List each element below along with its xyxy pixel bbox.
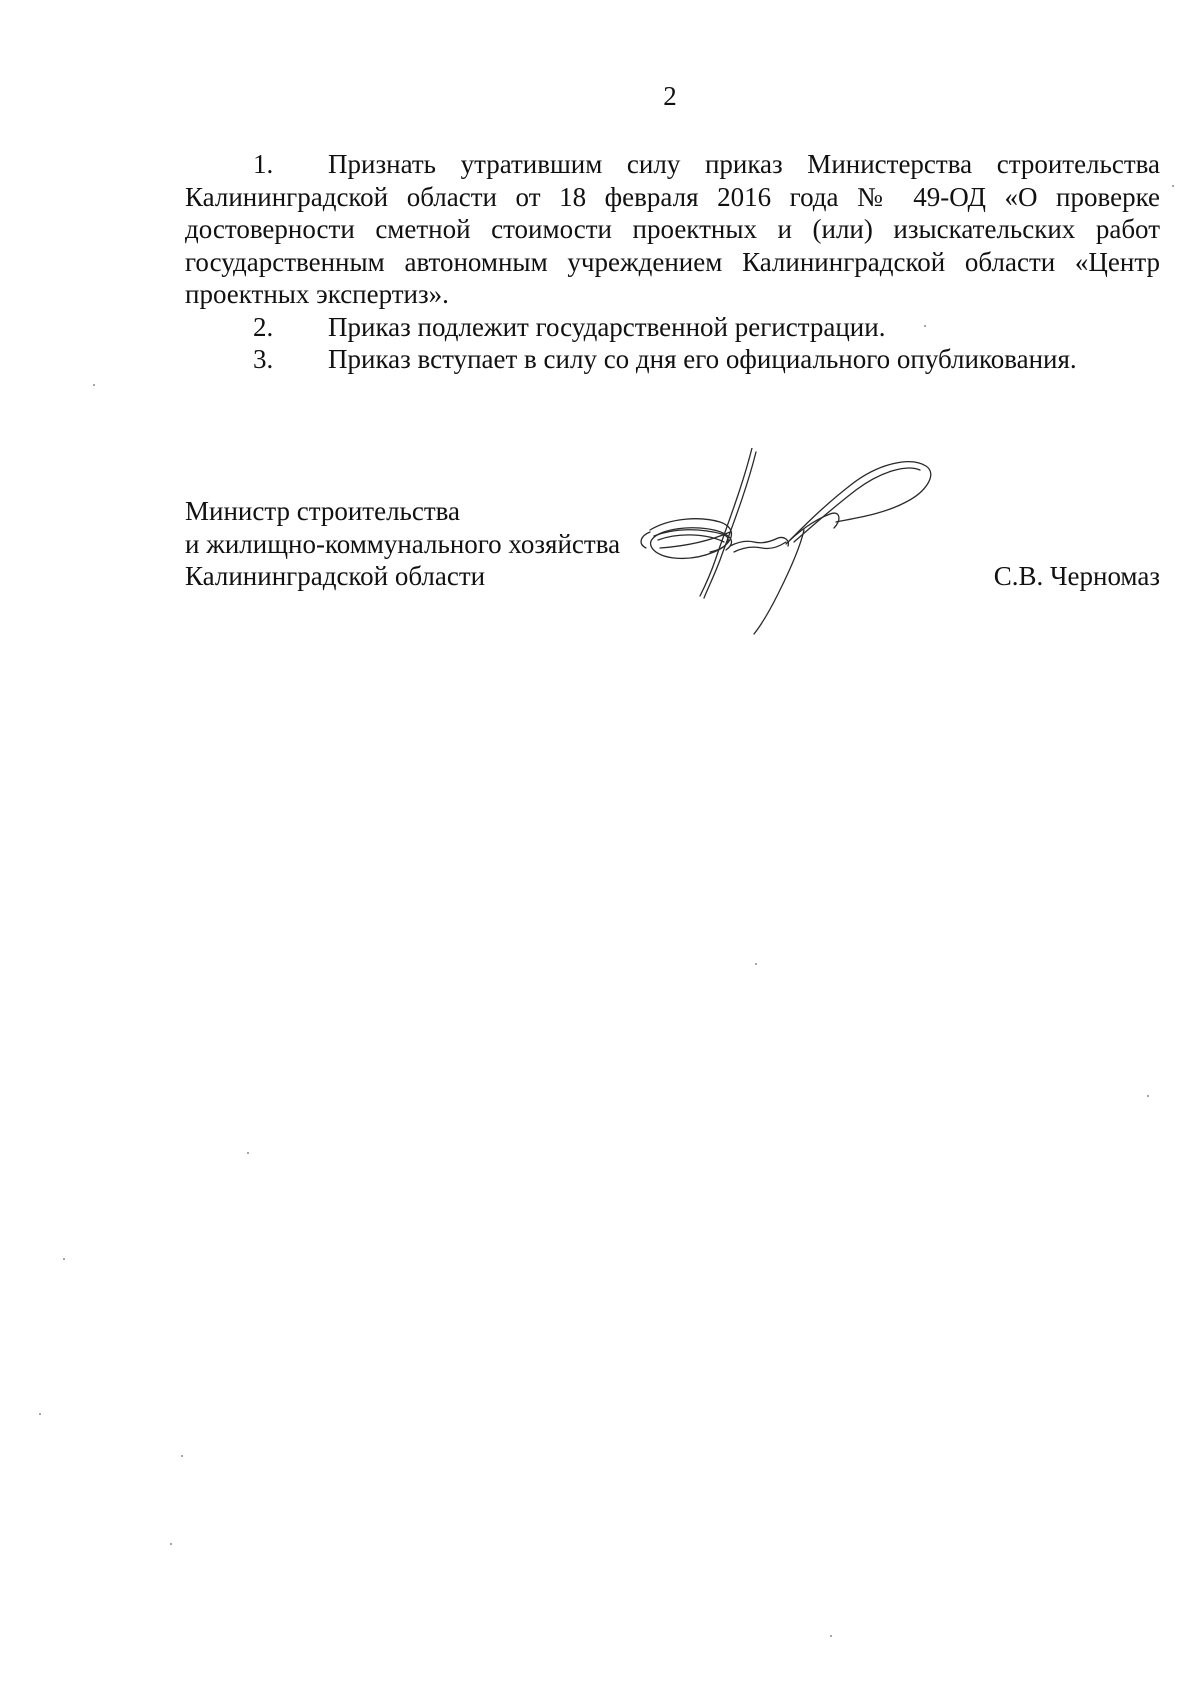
scan-speck: [170, 1543, 172, 1545]
paragraph-1: [185, 148, 1160, 311]
scan-speck: [924, 325, 926, 327]
signatory-title-line: Министр строительства: [185, 496, 461, 526]
scan-speck: [181, 1455, 183, 1457]
paragraph-text: Приказ вступает в силу со дня его официального опубликования.: [328, 344, 1077, 374]
scan-speck: [39, 1413, 41, 1415]
signatory-title-line: Калининградской области: [185, 561, 486, 591]
paragraph-text: Признать утратившим силу приказ Министерства строительства Калининградской области от 18 февраля 2016 года № 49-ОД «О проверке достоверности сметной стоимости проектных и (или) изыскательских работ государственным автономным учреждением Калининградской области «Центр проектных экспертиз».: [185, 149, 1160, 309]
scan-speck: [755, 963, 757, 965]
paragraph-number: 2.: [253, 311, 274, 342]
scan-speck: [1172, 185, 1174, 187]
order-body: [185, 148, 1160, 376]
handwritten-signature-icon: [630, 448, 970, 638]
scan-speck: [247, 1152, 249, 1154]
paragraph-3: [185, 343, 1160, 376]
paragraph-2: [185, 311, 1160, 344]
paragraph-number: 3.: [253, 344, 274, 374]
paragraph-number: 1.: [253, 149, 274, 179]
scan-speck: [1147, 1095, 1149, 1097]
scan-speck: [93, 384, 95, 386]
signatory-title-line: и жилищно-коммунального хозяйства: [185, 528, 621, 559]
scan-speck: [830, 1635, 832, 1637]
signatory-name: С.В. Черномаз: [993, 561, 1160, 591]
scan-speck: [63, 1258, 65, 1260]
paragraph-text: Приказ подлежит государственной регистрации.: [328, 311, 886, 342]
page-number: 2: [663, 81, 677, 111]
